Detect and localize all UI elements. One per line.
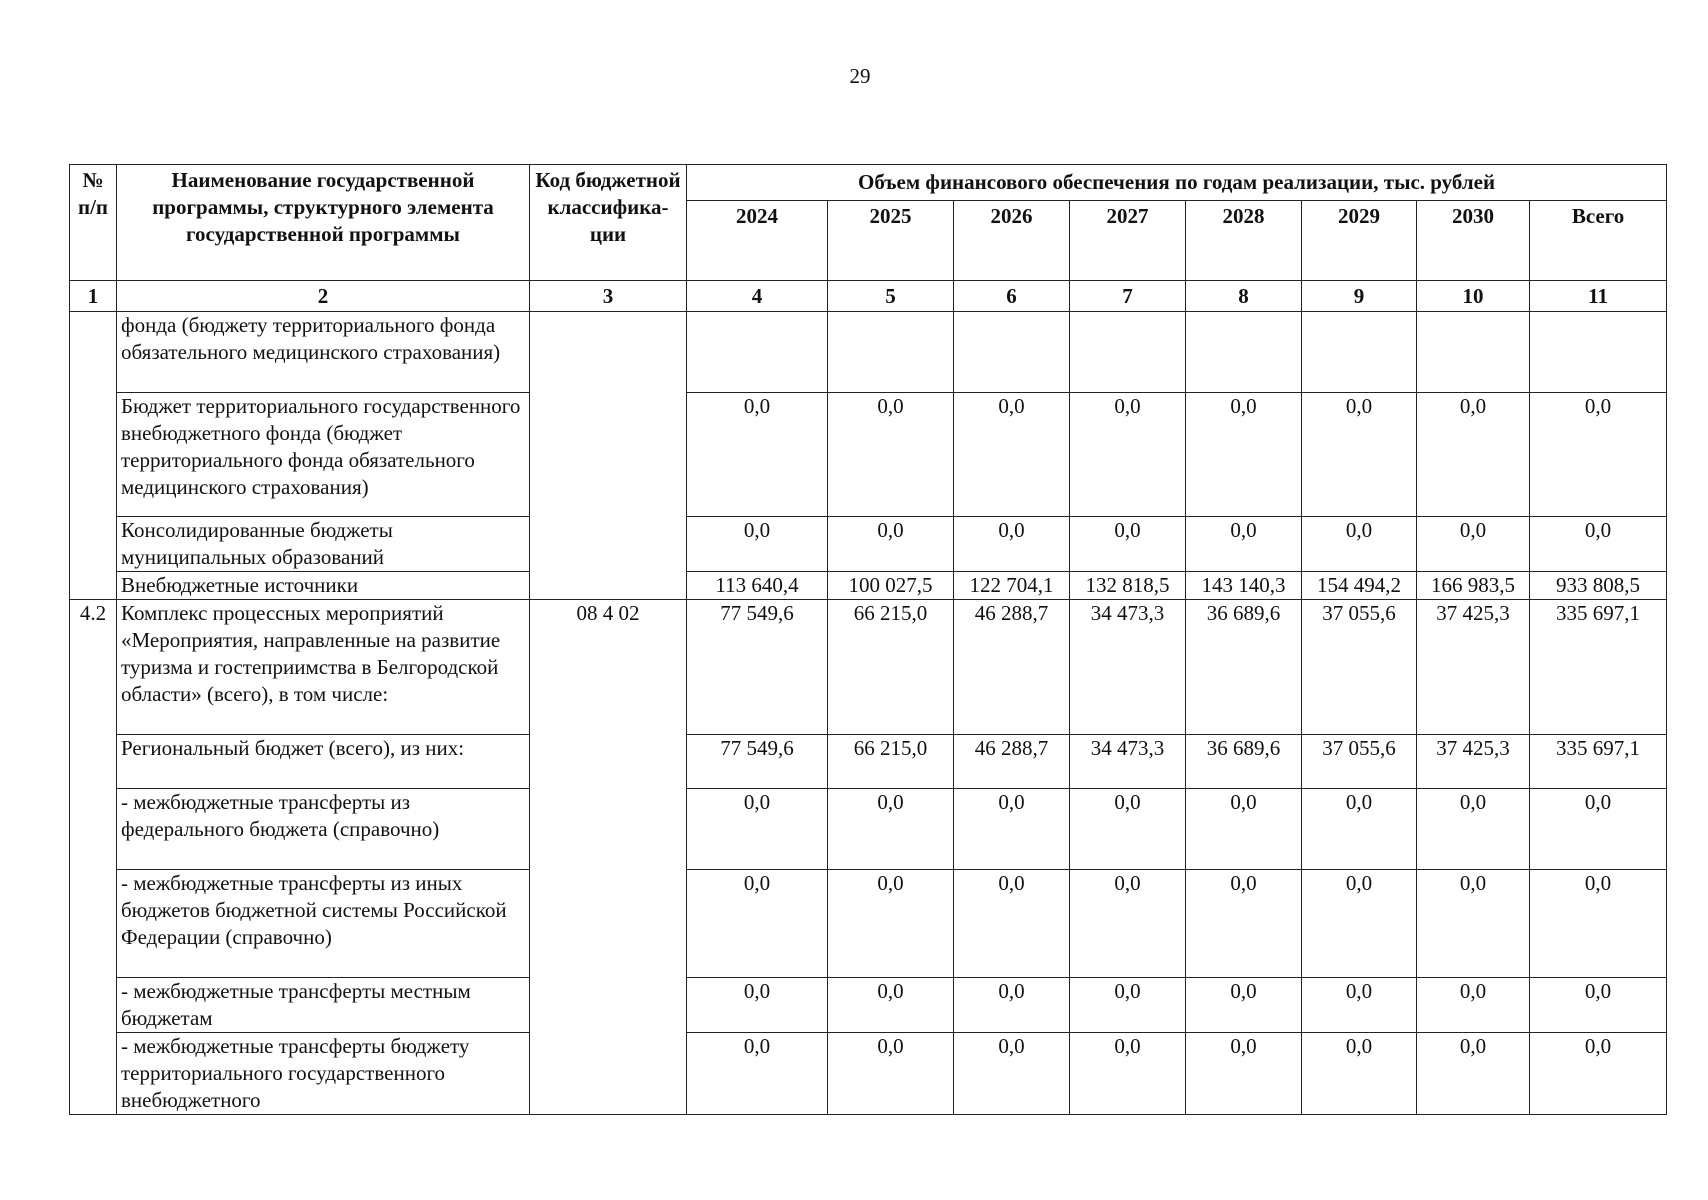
- row-total: 0,0: [1530, 1033, 1667, 1115]
- row-value: 154 494,2: [1302, 572, 1417, 600]
- row-total: 933 808,5: [1530, 572, 1667, 600]
- row-code: 08 4 02: [530, 600, 687, 1115]
- row-value: 0,0: [687, 517, 828, 572]
- row-value: 0,0: [1302, 393, 1417, 517]
- row-name: Консолидированные бюджеты муниципальных образований: [117, 517, 530, 572]
- row-value: 132 818,5: [1070, 572, 1186, 600]
- column-index: 3: [530, 281, 687, 312]
- table-row: [70, 312, 1667, 393]
- row-value: 0,0: [1186, 1033, 1302, 1115]
- row-value: 36 689,6: [1186, 735, 1302, 789]
- header-year: 2030: [1417, 201, 1530, 281]
- row-value: 0,0: [687, 789, 828, 870]
- row-value: 0,0: [1186, 978, 1302, 1033]
- table-row: [70, 789, 1667, 870]
- header-code: Код бюджетной классифика-ции: [530, 165, 687, 281]
- financing-table: [69, 164, 1667, 1115]
- header-volume: Объем финансового обеспечения по годам реализации, тыс. рублей: [687, 165, 1667, 201]
- row-value: 0,0: [1417, 1033, 1530, 1115]
- row-value: 77 549,6: [687, 600, 828, 735]
- column-index: 7: [1070, 281, 1186, 312]
- row-value: 36 689,6: [1186, 600, 1302, 735]
- table-row: [70, 517, 1667, 572]
- row-value: 0,0: [687, 1033, 828, 1115]
- row-value: 0,0: [828, 1033, 954, 1115]
- row-value: 46 288,7: [954, 735, 1070, 789]
- header-year: 2024: [687, 201, 828, 281]
- row-value: 0,0: [1070, 393, 1186, 517]
- row-name: Комплекс процессных мероприятий «Мероприятия, направленные на развитие туризма и гостеприимства в Белгородской области» (всего), в том числе:: [117, 600, 530, 735]
- row-name: - межбюджетные трансферты из иных бюджетов бюджетной системы Российской Федерации (справочно): [117, 870, 530, 978]
- row-total: 0,0: [1530, 870, 1667, 978]
- row-value: [1417, 312, 1530, 393]
- column-index: 11: [1530, 281, 1667, 312]
- row-value: [1070, 312, 1186, 393]
- row-value: 143 140,3: [1186, 572, 1302, 600]
- row-value: 0,0: [954, 517, 1070, 572]
- column-index: 4: [687, 281, 828, 312]
- row-number: [70, 312, 117, 600]
- row-value: 0,0: [1302, 1033, 1417, 1115]
- row-name: Региональный бюджет (всего), из них:: [117, 735, 530, 789]
- row-value: 0,0: [1302, 517, 1417, 572]
- row-name: Внебюджетные источники: [117, 572, 530, 600]
- row-value: [1302, 312, 1417, 393]
- row-total: 335 697,1: [1530, 600, 1667, 735]
- row-value: 113 640,4: [687, 572, 828, 600]
- row-value: 0,0: [1302, 978, 1417, 1033]
- row-value: 0,0: [1186, 517, 1302, 572]
- row-total: 0,0: [1530, 789, 1667, 870]
- header-year: 2025: [828, 201, 954, 281]
- header-year: 2026: [954, 201, 1070, 281]
- row-value: 37 055,6: [1302, 735, 1417, 789]
- row-value: 0,0: [1302, 870, 1417, 978]
- row-total: 0,0: [1530, 517, 1667, 572]
- row-value: 0,0: [1070, 1033, 1186, 1115]
- row-code: [530, 312, 687, 600]
- row-value: 0,0: [1417, 978, 1530, 1033]
- row-value: 0,0: [1417, 789, 1530, 870]
- column-index: 8: [1186, 281, 1302, 312]
- header-year: 2028: [1186, 201, 1302, 281]
- row-value: 0,0: [954, 978, 1070, 1033]
- row-name: - межбюджетные трансферты бюджету территориального государственного внебюджетного: [117, 1033, 530, 1115]
- row-value: 37 425,3: [1417, 600, 1530, 735]
- page-number: 29: [849, 64, 871, 88]
- row-value: 0,0: [954, 870, 1070, 978]
- row-value: 0,0: [828, 517, 954, 572]
- column-index: 2: [117, 281, 530, 312]
- row-name: - межбюджетные трансферты местным бюджетам: [117, 978, 530, 1033]
- row-value: 0,0: [1070, 517, 1186, 572]
- row-value: 0,0: [1186, 870, 1302, 978]
- row-value: 0,0: [954, 789, 1070, 870]
- row-value: 0,0: [1070, 789, 1186, 870]
- table-header: [70, 165, 1667, 312]
- row-value: 77 549,6: [687, 735, 828, 789]
- row-value: 37 055,6: [1302, 600, 1417, 735]
- row-total: 0,0: [1530, 393, 1667, 517]
- row-value: 37 425,3: [1417, 735, 1530, 789]
- row-value: 0,0: [954, 1033, 1070, 1115]
- column-index-row: [70, 281, 1667, 312]
- row-total: [1530, 312, 1667, 393]
- row-value: 66 215,0: [828, 735, 954, 789]
- row-value: 0,0: [1070, 870, 1186, 978]
- row-name: - межбюджетные трансферты из федерального бюджета (справочно): [117, 789, 530, 870]
- row-total: 335 697,1: [1530, 735, 1667, 789]
- row-value: 122 704,1: [954, 572, 1070, 600]
- row-value: 0,0: [687, 978, 828, 1033]
- row-value: 100 027,5: [828, 572, 954, 600]
- row-value: 166 983,5: [1417, 572, 1530, 600]
- row-total: 0,0: [1530, 978, 1667, 1033]
- header-num: № п/п: [70, 165, 117, 281]
- row-value: 34 473,3: [1070, 735, 1186, 789]
- row-value: 0,0: [828, 978, 954, 1033]
- column-index: 10: [1417, 281, 1530, 312]
- row-value: 34 473,3: [1070, 600, 1186, 735]
- row-value: 0,0: [1417, 517, 1530, 572]
- header-year: 2027: [1070, 201, 1186, 281]
- table-row: [70, 572, 1667, 600]
- row-value: 0,0: [1417, 870, 1530, 978]
- row-name: Бюджет территориального государственного внебюджетного фонда (бюджет территориального фонда обязательного медицинского страхования): [117, 393, 530, 517]
- header-total: Всего: [1530, 201, 1667, 281]
- table-row: [70, 393, 1667, 517]
- row-value: 46 288,7: [954, 600, 1070, 735]
- column-index: 1: [70, 281, 117, 312]
- row-number: 4.2: [70, 600, 117, 1115]
- column-index: 5: [828, 281, 954, 312]
- row-value: 0,0: [954, 393, 1070, 517]
- row-value: [954, 312, 1070, 393]
- table-row: [70, 1033, 1667, 1115]
- table-row: [70, 735, 1667, 789]
- row-value: [1186, 312, 1302, 393]
- row-value: 0,0: [687, 393, 828, 517]
- row-value: 0,0: [1302, 789, 1417, 870]
- table-body: [70, 312, 1667, 1115]
- row-value: 0,0: [828, 393, 954, 517]
- row-value: [828, 312, 954, 393]
- table-row: [70, 870, 1667, 978]
- column-index: 9: [1302, 281, 1417, 312]
- row-name: фонда (бюджету территориального фонда обязательного медицинского страхования): [117, 312, 530, 393]
- row-value: 0,0: [1070, 978, 1186, 1033]
- row-value: 0,0: [1186, 393, 1302, 517]
- column-index: 6: [954, 281, 1070, 312]
- row-value: 0,0: [828, 870, 954, 978]
- header-name: Наименование государственной программы, структурного элемента государственной программы: [117, 165, 530, 281]
- header-year: 2029: [1302, 201, 1417, 281]
- table-row: [70, 978, 1667, 1033]
- row-value: 0,0: [1186, 789, 1302, 870]
- row-value: 0,0: [828, 789, 954, 870]
- row-value: 0,0: [1417, 393, 1530, 517]
- row-value: 0,0: [687, 870, 828, 978]
- row-value: 66 215,0: [828, 600, 954, 735]
- table-row: [70, 600, 1667, 735]
- row-value: [687, 312, 828, 393]
